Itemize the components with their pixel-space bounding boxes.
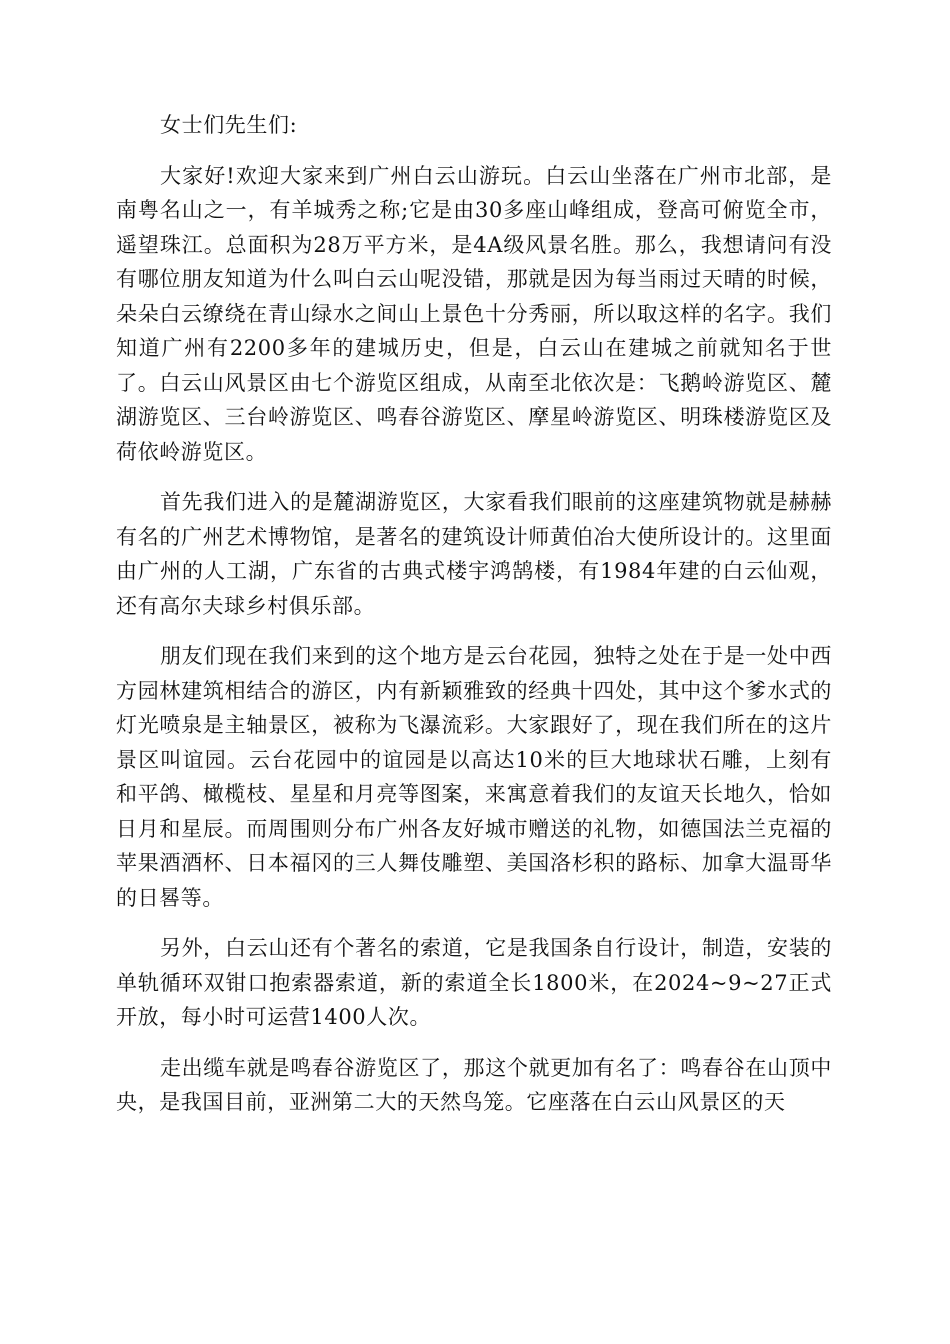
document-body: [116, 108, 832, 1136]
luhu-area-paragraph: 首先我们进入的是麓湖游览区，大家看我们眼前的这座建筑物就是赫赫有名的广州艺术博物馆，是著名的建筑设计师黄伯冶大使所设计的。这里面由广州的人工湖，广东省的古典式楼宇鸿鹄楼，有1984年建的白云仙观，还有高尔夫球乡村俱乐部。: [116, 490, 832, 618]
yuntai-garden-paragraph: 朋友们现在我们来到的这个地方是云台花园，独特之处在于是一处中西方园林建筑相结合的游区，内有新颖雅致的经典十四处，其中这个爹水式的灯光喷泉是主轴景区，被称为飞瀑流彩。大家跟好了，现在我们所在的这片景区叫谊园。云台花园中的谊园是以高达10米的巨大地球状石雕，上刻有和平鸽、橄榄枝、星星和月亮等图案，来寓意着我们的友谊天长地久，恰如日月和星辰。而周围则分布广州各友好城市赠送的礼物，如德国法兰克福的苹果酒酒杯、日本福冈的三人舞伎雕塑、美国洛杉积的路标、加拿大温哥华的日晷等。: [116, 644, 832, 910]
mingchun-valley-paragraph: 走出缆车就是鸣春谷游览区了，那这个就更加有名了：鸣春谷在山顶中央，是我国目前，亚洲第二大的天然鸟笼。它座落在白云山风景区的天: [116, 1055, 832, 1114]
cableway-paragraph: 另外，白云山还有个著名的索道，它是我国条自行设计，制造，安装的单轨循环双钳口抱索器索道，新的索道全长1800米，在2024~9~27正式开放，每小时可运营1400人次。: [116, 936, 832, 1029]
intro-paragraph: 大家好!欢迎大家来到广州白云山游玩。白云山坐落在广州市北部，是南粤名山之一，有羊城秀之称;它是由30多座山峰组成，登高可俯览全市，遥望珠江。总面积为28万平方米，是4A级风景名胜。那么，我想请问有没有哪位朋友知道为什么叫白云山呢没错，那就是因为每当雨过天晴的时候，朵朵白云缭绕在青山绿水之间山上景色十分秀丽，所以取这样的名字。我们知道广州有2200多年的建城历史，但是，白云山在建城之前就知名于世了。白云山风景区由七个游览区组成，从南至北依次是：飞鹅岭游览区、麓湖游览区、三台岭游览区、鸣春谷游览区、摩星岭游览区、明珠楼游览区及荷依岭游览区。: [116, 163, 832, 464]
greeting-paragraph: 女士们先生们:: [160, 113, 298, 137]
